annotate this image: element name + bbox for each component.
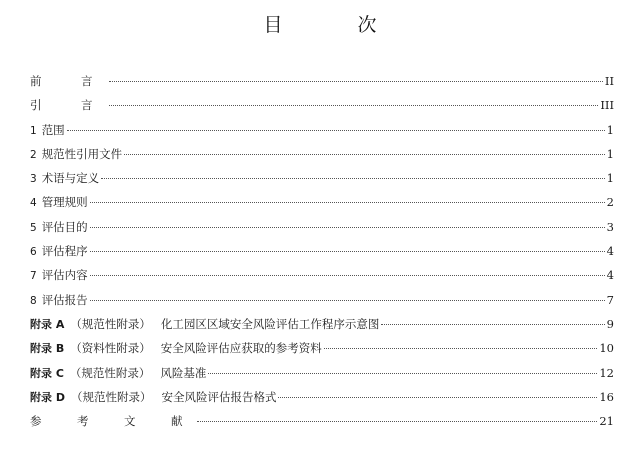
- dot-leader: [67, 130, 605, 131]
- toc-entry-page: 21: [599, 414, 614, 429]
- toc-entry-label: [30, 389, 276, 406]
- dot-leader: [101, 178, 604, 179]
- dot-leader: [208, 373, 597, 374]
- dot-leader: [324, 348, 598, 349]
- toc-entry-label: 参 考 文 献: [30, 414, 195, 429]
- toc-list: [30, 73, 614, 437]
- toc-entry-page: 4: [606, 268, 614, 283]
- toc-entry-page: 2: [606, 195, 614, 210]
- toc-entry-page: 1: [606, 171, 614, 186]
- dot-leader: [90, 275, 605, 276]
- section-number: 7: [30, 270, 37, 283]
- toc-entry-label: 引 言: [30, 98, 107, 113]
- appendix-id: 附录 C: [30, 366, 64, 380]
- dot-leader: [90, 202, 605, 203]
- section-number: 5: [30, 221, 37, 234]
- toc-entry-label: [30, 340, 322, 357]
- appendix-type: （规范性附录）: [70, 389, 152, 404]
- toc-entry-section-3[interactable]: [30, 170, 614, 194]
- section-title: 评估目的: [41, 219, 88, 234]
- toc-entry-appendix-b[interactable]: [30, 340, 614, 364]
- toc-entry-label: [30, 267, 88, 284]
- appendix-type: （规范性附录）: [69, 365, 151, 380]
- toc-entry-page: 12: [599, 365, 614, 380]
- appendix-title: 安全风险评估报告格式: [161, 389, 277, 404]
- toc-entry-page: III: [600, 98, 614, 113]
- dot-leader: [278, 397, 597, 398]
- dot-leader: [197, 421, 598, 422]
- dot-leader: [90, 300, 605, 301]
- toc-entry-page: 1: [606, 146, 614, 161]
- toc-entry-foreword[interactable]: [30, 73, 614, 97]
- toc-entry-page: 1: [606, 122, 614, 137]
- dot-leader: [109, 81, 603, 82]
- toc-entry-label: [30, 316, 379, 333]
- appendix-type: （资料性附录）: [70, 341, 151, 356]
- section-number: 6: [30, 246, 37, 259]
- toc-entry-label: [30, 146, 122, 163]
- toc-entry-label: [30, 219, 88, 236]
- dot-leader: [90, 227, 605, 228]
- toc-entry-label: [30, 170, 99, 187]
- section-title: 评估报告: [41, 292, 88, 307]
- appendix-title: 化工园区区域安全风险评估工作程序示意图: [160, 316, 380, 331]
- toc-entry-page: 16: [599, 389, 614, 404]
- section-number: 3: [30, 173, 37, 186]
- toc-entry-page: II: [604, 74, 614, 88]
- toc-entry-section-7[interactable]: [30, 267, 614, 291]
- appendix-type: （规范性附录）: [70, 316, 151, 331]
- toc-entry-section-1[interactable]: [30, 122, 614, 146]
- toc-entry-section-8[interactable]: [30, 292, 614, 316]
- toc-entry-page: 9: [606, 316, 614, 331]
- toc-entry-page: 10: [599, 341, 614, 356]
- toc-entry-label: 前 言: [30, 74, 107, 88]
- appendix-id: 附录 B: [30, 342, 65, 356]
- toc-entry-section-4[interactable]: [30, 194, 614, 218]
- toc-entry-page: 3: [606, 219, 614, 234]
- toc-entry-label: [30, 122, 65, 139]
- appendix-title: 风险基准: [160, 365, 207, 380]
- toc-entry-label: [30, 243, 88, 260]
- dot-leader: [381, 324, 604, 325]
- toc-entry-introduction[interactable]: [30, 97, 614, 121]
- section-number: 8: [30, 294, 37, 307]
- toc-entry-appendix-a[interactable]: [30, 316, 614, 340]
- appendix-title: 安全风险评估应获取的参考资料: [160, 341, 322, 356]
- toc-entry-section-2[interactable]: [30, 146, 614, 170]
- page-title: 目 次: [263, 14, 405, 36]
- dot-leader: [90, 251, 605, 252]
- toc-entry-section-6[interactable]: [30, 243, 614, 267]
- toc-entry-appendix-d[interactable]: [30, 389, 614, 413]
- toc-entry-label: [30, 194, 88, 211]
- section-title: 评估内容: [41, 268, 88, 283]
- toc-entry-label: [30, 365, 206, 382]
- appendix-id: 附录 A: [30, 317, 65, 331]
- section-title: 规范性引用文件: [41, 146, 123, 161]
- toc-entry-references[interactable]: [30, 413, 614, 437]
- section-number: 1: [30, 124, 37, 137]
- section-number: 2: [30, 148, 37, 161]
- section-number: 4: [30, 197, 37, 210]
- toc-entry-label: [30, 292, 88, 309]
- section-title: 评估程序: [41, 244, 88, 259]
- dot-leader: [124, 154, 604, 155]
- section-title: 范围: [41, 122, 65, 137]
- appendix-id: 附录 D: [30, 390, 65, 404]
- section-title: 管理规则: [41, 195, 88, 210]
- dot-leader: [109, 105, 599, 106]
- toc-entry-page: 7: [606, 292, 614, 307]
- toc-entry-appendix-c[interactable]: [30, 365, 614, 389]
- toc-entry-section-5[interactable]: [30, 219, 614, 243]
- toc-entry-page: 4: [606, 244, 614, 259]
- section-title: 术语与定义: [41, 171, 100, 186]
